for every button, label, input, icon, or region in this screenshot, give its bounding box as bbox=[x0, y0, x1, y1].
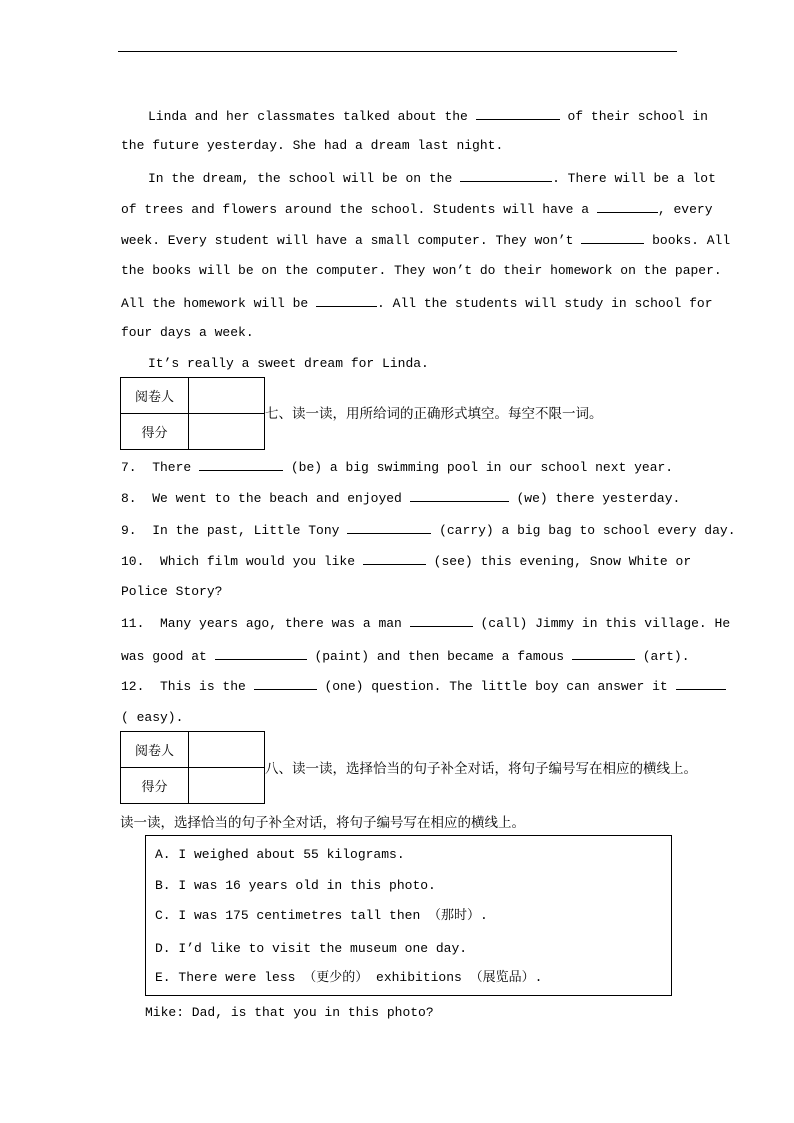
score-cell[interactable] bbox=[189, 768, 265, 804]
fill-blank[interactable] bbox=[199, 458, 283, 471]
section-8-instruction: 读一读，选择恰当的句子补全对话，将句子编号写在相应的横线上。 bbox=[120, 815, 525, 831]
passage-line-6: the books will be on the computer. They won’t do their homework on the paper. bbox=[121, 263, 722, 278]
fill-blank[interactable] bbox=[460, 169, 552, 182]
fill-blank[interactable] bbox=[347, 521, 431, 534]
option-c: C. I was 175 centimetres tall then （那时）. bbox=[155, 908, 488, 923]
option-b: B. I was 16 years old in this photo. bbox=[155, 878, 436, 893]
question-10: 10. Which film would you like (see) this evening, Snow White or bbox=[121, 554, 692, 569]
fill-blank[interactable] bbox=[476, 107, 560, 120]
dialogue-line-1: Mike: Dad, is that you in this photo? bbox=[145, 1005, 434, 1020]
score-table bbox=[120, 377, 265, 450]
fill-blank[interactable] bbox=[410, 614, 473, 627]
question-7: 7. There (be) a big swimming pool in our school next year. bbox=[121, 460, 674, 475]
fill-blank[interactable] bbox=[363, 552, 426, 565]
fill-blank[interactable] bbox=[581, 231, 644, 244]
question-8: 8. We went to the beach and enjoyed (we) there yesterday. bbox=[121, 491, 681, 506]
fill-blank[interactable] bbox=[572, 647, 635, 660]
question-9: 9. In the past, Little Tony (carry) a big bag to school every day. bbox=[121, 523, 736, 538]
score-cell[interactable] bbox=[189, 414, 265, 450]
score-label: 得分 bbox=[121, 768, 189, 804]
passage-line-3: In the dream, the school will be on the . There will be a lot bbox=[148, 171, 716, 186]
score-label: 得分 bbox=[121, 414, 189, 450]
reviewer-label: 阅卷人 bbox=[121, 378, 189, 414]
reviewer-cell[interactable] bbox=[189, 732, 265, 768]
option-a: A. I weighed about 55 kilograms. bbox=[155, 847, 405, 862]
reviewer-label: 阅卷人 bbox=[121, 732, 189, 768]
header-rule bbox=[118, 51, 677, 52]
fill-blank[interactable] bbox=[254, 677, 317, 690]
section-7-title: 七、读一读，用所给词的正确形式填空。每空不限一词。 bbox=[265, 406, 603, 422]
passage-line-4: of trees and flowers around the school. Students will have a , every bbox=[121, 202, 713, 217]
passage-line-5: week. Every student will have a small computer. They won’t books. All bbox=[121, 233, 731, 248]
passage-line-8: four days a week. bbox=[121, 325, 254, 340]
score-table bbox=[120, 731, 265, 804]
fill-blank[interactable] bbox=[215, 647, 307, 660]
passage-line-1: Linda and her classmates talked about the of their school in bbox=[148, 109, 708, 124]
option-e: E. There were less （更少的） exhibitions （展览品）. bbox=[155, 970, 543, 985]
question-12: 12. This is the (one) question. The little boy can answer it bbox=[121, 677, 726, 695]
section-8-title: 八、读一读，选择恰当的句子补全对话，将句子编号写在相应的横线上。 bbox=[265, 761, 697, 777]
question-10-cont: Police Story? bbox=[121, 584, 223, 599]
option-d: D. I’d like to visit the museum one day. bbox=[155, 941, 468, 956]
question-11: 11. Many years ago, there was a man (call) Jimmy in this village. He bbox=[121, 616, 731, 631]
reviewer-cell[interactable] bbox=[189, 378, 265, 414]
question-12-cont: ( easy). bbox=[121, 710, 184, 725]
fill-blank[interactable] bbox=[410, 489, 509, 502]
question-11-cont: was good at (paint) and then became a famous (art). bbox=[121, 649, 690, 664]
passage-line-9: It’s really a sweet dream for Linda. bbox=[148, 356, 429, 371]
fill-blank[interactable] bbox=[316, 294, 377, 307]
fill-blank[interactable] bbox=[676, 677, 726, 690]
fill-blank[interactable] bbox=[597, 200, 658, 213]
passage-line-2: the future yesterday. She had a dream last night. bbox=[121, 138, 504, 153]
passage-line-7: All the homework will be . All the students will study in school for bbox=[121, 296, 713, 311]
